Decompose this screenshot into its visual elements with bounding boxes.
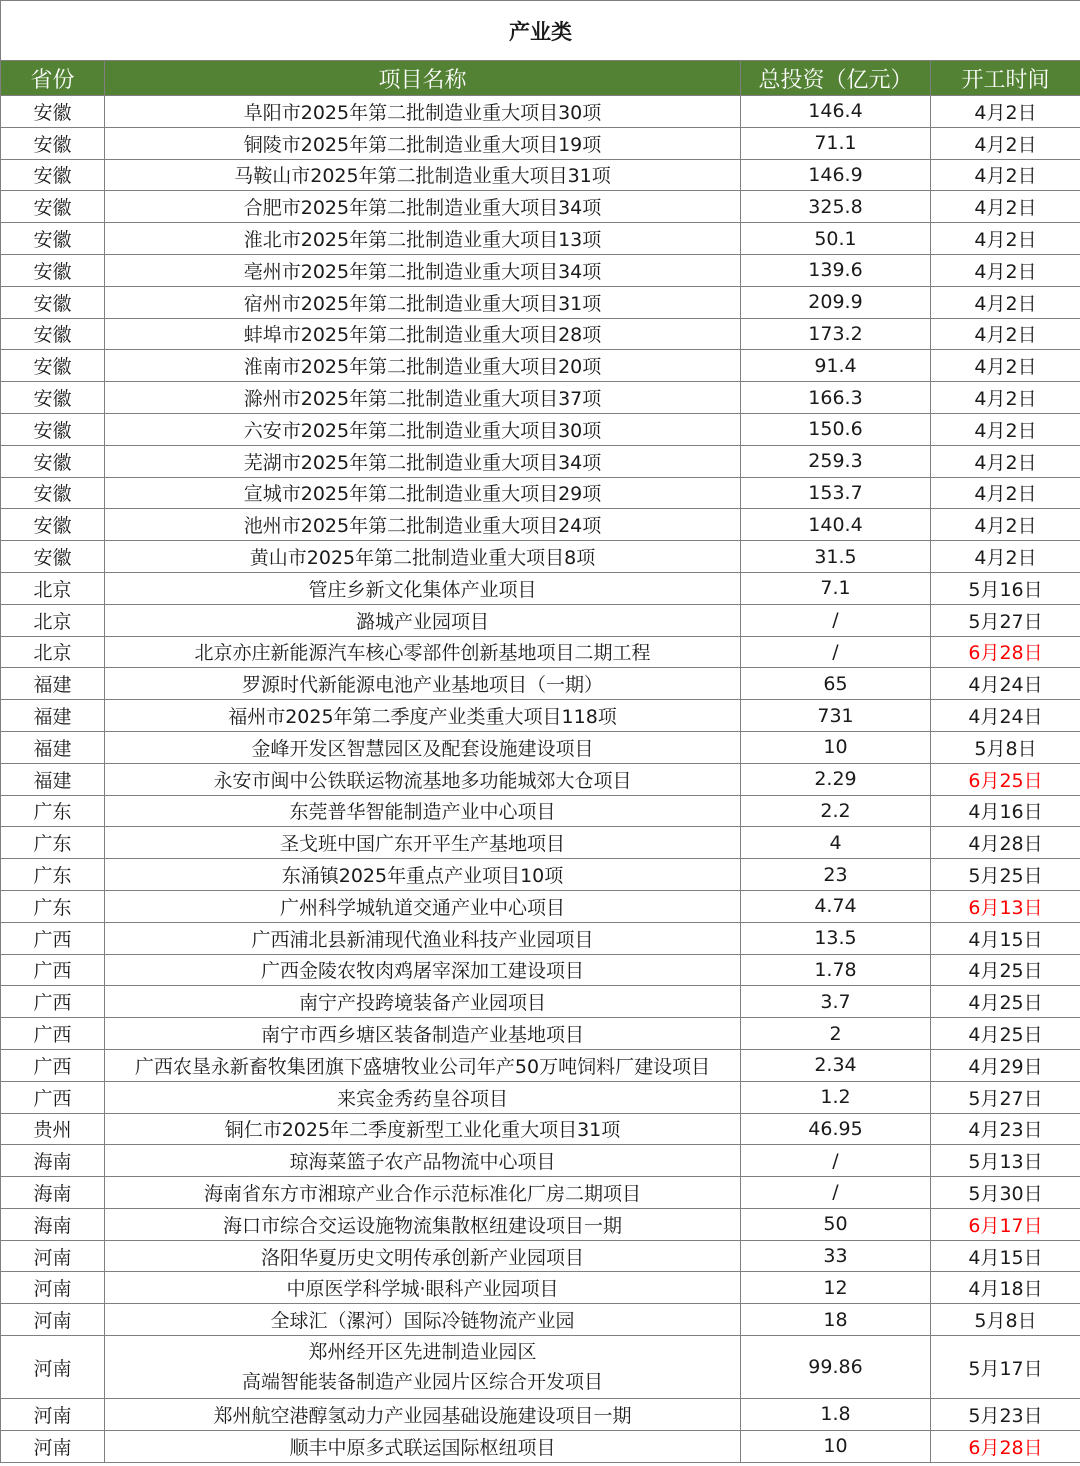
cell-start-date: 4月28日 [931,827,1080,859]
cell-project-name: 顺丰中原多式联运国际枢纽项目 [105,1430,741,1462]
table-header-row [1,61,1080,96]
cell-start-date: 4月2日 [931,223,1080,255]
cell-start-date: 4月2日 [931,541,1080,573]
cell-project-name: 永安市闽中公铁联运物流基地多功能城郊大仓项目 [105,763,741,795]
cell-province: 广西 [1,954,105,986]
cell-project-name: 全球汇（漯河）国际冷链物流产业园 [105,1304,741,1336]
cell-project-name: 淮北市2025年第二批制造业重大项目13项 [105,223,741,255]
cell-investment: 10 [741,731,931,763]
header-start-date: 开工时间 [931,61,1080,96]
cell-project-name: 宣城市2025年第二批制造业重大项目29项 [105,477,741,509]
cell-start-date: 6月28日 [931,636,1080,668]
cell-investment: 2.29 [741,763,931,795]
cell-investment: 1.8 [741,1399,931,1431]
cell-province: 安徽 [1,223,105,255]
cell-project-name: 六安市2025年第二批制造业重大项目30项 [105,413,741,445]
cell-investment: 325.8 [741,191,931,223]
table-row [1,382,1080,414]
cell-investment: 91.4 [741,350,931,382]
cell-start-date: 4月2日 [931,477,1080,509]
cell-project-name: 广西农垦永新畜牧集团旗下盛塘牧业公司年产50万吨饲料厂建设项目 [105,1049,741,1081]
cell-province: 河南 [1,1240,105,1272]
cell-project-name: 广州科学城轨道交通产业中心项目 [105,890,741,922]
table-row [1,1049,1080,1081]
cell-project-name-line-1: 郑州经开区先进制造业园区 [308,1341,537,1364]
cell-project-name: 蚌埠市2025年第二批制造业重大项目28项 [105,318,741,350]
cell-project-name: 阜阳市2025年第二批制造业重大项目30项 [105,96,741,128]
cell-investment: 1.78 [741,954,931,986]
cell-start-date: 4月2日 [931,318,1080,350]
cell-project-name: 芜湖市2025年第二批制造业重大项目34项 [105,445,741,477]
cell-start-date: 4月2日 [931,96,1080,128]
cell-province: 福建 [1,668,105,700]
cell-province: 安徽 [1,127,105,159]
table-row [1,1272,1080,1304]
cell-start-date: 4月2日 [931,382,1080,414]
cell-province: 河南 [1,1304,105,1336]
cell-investment: 65 [741,668,931,700]
table-row [1,254,1080,286]
cell-investment: 1.2 [741,1081,931,1113]
cell-start-date: 5月27日 [931,1081,1080,1113]
cell-province: 安徽 [1,191,105,223]
cell-investment: 731 [741,700,931,732]
cell-investment: 146.9 [741,159,931,191]
cell-province: 北京 [1,636,105,668]
cell-project-name-line-2: 高端智能装备制造产业园片区综合开发项目 [241,1371,603,1394]
table-row [1,890,1080,922]
table-row [1,763,1080,795]
cell-start-date: 4月23日 [931,1113,1080,1145]
cell-investment: 166.3 [741,382,931,414]
cell-province: 安徽 [1,445,105,477]
cell-project-name: 南宁产投跨境装备产业园项目 [105,986,741,1018]
cell-project-name: 南宁市西乡塘区装备制造产业基地项目 [105,1018,741,1050]
cell-project-name: 亳州市2025年第二批制造业重大项目34项 [105,254,741,286]
cell-project-name: 铜陵市2025年第二批制造业重大项目19项 [105,127,741,159]
cell-start-date: 4月24日 [931,700,1080,732]
cell-investment: 2 [741,1018,931,1050]
cell-start-date: 6月13日 [931,890,1080,922]
cell-start-date: 4月2日 [931,127,1080,159]
cell-province: 广西 [1,922,105,954]
cell-project-name: 东莞普华智能制造产业中心项目 [105,795,741,827]
cell-project-name: 福州市2025年第二季度产业类重大项目118项 [105,700,741,732]
cell-investment: 2.2 [741,795,931,827]
table-row [1,286,1080,318]
cell-province: 安徽 [1,254,105,286]
table-row [1,827,1080,859]
cell-start-date: 4月2日 [931,254,1080,286]
cell-province: 安徽 [1,382,105,414]
table-row [1,159,1080,191]
cell-investment: / [741,1145,931,1177]
cell-start-date: 4月2日 [931,350,1080,382]
cell-investment: 18 [741,1304,931,1336]
cell-project-name [105,1336,741,1399]
cell-start-date: 5月8日 [931,731,1080,763]
cell-project-name: 广西金陵农牧肉鸡屠宰深加工建设项目 [105,954,741,986]
table-row [1,1113,1080,1145]
cell-investment: 209.9 [741,286,931,318]
cell-start-date: 4月25日 [931,1018,1080,1050]
cell-project-name: 北京亦庄新能源汽车核心零部件创新基地项目二期工程 [105,636,741,668]
cell-province: 河南 [1,1430,105,1462]
cell-province: 安徽 [1,286,105,318]
cell-province: 安徽 [1,413,105,445]
cell-start-date: 5月16日 [931,572,1080,604]
header-province: 省份 [1,61,105,96]
cell-province: 广西 [1,1018,105,1050]
cell-project-name: 海南省东方市湘琼产业合作示范标准化厂房二期项目 [105,1177,741,1209]
cell-province: 河南 [1,1336,105,1399]
cell-project-name: 来宾金秀药皇谷项目 [105,1081,741,1113]
cell-province: 广东 [1,827,105,859]
cell-province: 广西 [1,986,105,1018]
cell-investment: 50 [741,1208,931,1240]
table-row [1,1304,1080,1336]
cell-province: 安徽 [1,96,105,128]
cell-start-date: 6月17日 [931,1208,1080,1240]
cell-investment: 2.34 [741,1049,931,1081]
cell-province: 安徽 [1,477,105,509]
cell-investment: 46.95 [741,1113,931,1145]
cell-start-date: 5月27日 [931,604,1080,636]
cell-start-date: 5月25日 [931,859,1080,891]
cell-province: 贵州 [1,1113,105,1145]
cell-project-name: 圣戈班中国广东开平生产基地项目 [105,827,741,859]
cell-project-name: 铜仁市2025年二季度新型工业化重大项目31项 [105,1113,741,1145]
cell-start-date: 4月25日 [931,954,1080,986]
cell-project-name: 郑州航空港醇氢动力产业园基础设施建设项目一期 [105,1399,741,1431]
table-row [1,1208,1080,1240]
cell-project-name: 广西浦北县新浦现代渔业科技产业园项目 [105,922,741,954]
cell-investment: 50.1 [741,223,931,255]
cell-investment: 23 [741,859,931,891]
cell-project-name: 滁州市2025年第二批制造业重大项目37项 [105,382,741,414]
cell-province: 安徽 [1,318,105,350]
cell-province: 广东 [1,890,105,922]
cell-start-date: 6月25日 [931,763,1080,795]
table-row [1,413,1080,445]
cell-start-date: 4月2日 [931,413,1080,445]
cell-start-date: 4月2日 [931,159,1080,191]
cell-start-date: 4月29日 [931,1049,1080,1081]
cell-investment: 259.3 [741,445,931,477]
table-row [1,986,1080,1018]
table-row [1,509,1080,541]
cell-project-name: 东涌镇2025年重点产业项目10项 [105,859,741,891]
table-title-row [1,1,1080,61]
cell-investment: / [741,636,931,668]
cell-project-name: 潞城产业园项目 [105,604,741,636]
table-title: 产业类 [1,1,1080,61]
cell-project-name: 池州市2025年第二批制造业重大项目24项 [105,509,741,541]
cell-province: 福建 [1,763,105,795]
table-row [1,922,1080,954]
table-row [1,954,1080,986]
table-row [1,96,1080,128]
cell-investment: 153.7 [741,477,931,509]
cell-investment: 7.1 [741,572,931,604]
cell-investment: 146.4 [741,96,931,128]
cell-project-name: 合肥市2025年第二批制造业重大项目34项 [105,191,741,223]
cell-project-name: 淮南市2025年第二批制造业重大项目20项 [105,350,741,382]
cell-province: 广东 [1,795,105,827]
table-row [1,350,1080,382]
cell-start-date: 4月2日 [931,191,1080,223]
table-row [1,700,1080,732]
table-row [1,127,1080,159]
cell-investment: 99.86 [741,1336,931,1399]
cell-investment: 13.5 [741,922,931,954]
cell-start-date: 4月18日 [931,1272,1080,1304]
cell-start-date: 6月28日 [931,1430,1080,1462]
table-row [1,859,1080,891]
cell-start-date: 5月30日 [931,1177,1080,1209]
cell-investment: 31.5 [741,541,931,573]
cell-project-name: 中原医学科学城·眼科产业园项目 [105,1272,741,1304]
cell-province: 河南 [1,1272,105,1304]
cell-start-date: 5月13日 [931,1145,1080,1177]
cell-start-date: 4月2日 [931,445,1080,477]
table-row [1,1018,1080,1050]
cell-province: 海南 [1,1208,105,1240]
table-row [1,636,1080,668]
cell-investment: 140.4 [741,509,931,541]
table-row [1,318,1080,350]
cell-province: 海南 [1,1177,105,1209]
table-row [1,1081,1080,1113]
cell-project-name: 金峰开发区智慧园区及配套设施建设项目 [105,731,741,763]
table-row [1,795,1080,827]
cell-investment: 4 [741,827,931,859]
cell-start-date: 5月17日 [931,1336,1080,1399]
cell-investment: 3.7 [741,986,931,1018]
table-row [1,477,1080,509]
cell-province: 河南 [1,1399,105,1431]
cell-start-date: 5月23日 [931,1399,1080,1431]
table-row [1,1430,1080,1462]
cell-province: 北京 [1,572,105,604]
cell-investment: 139.6 [741,254,931,286]
cell-investment: 173.2 [741,318,931,350]
cell-investment: 4.74 [741,890,931,922]
cell-investment: 150.6 [741,413,931,445]
table-row [1,572,1080,604]
cell-investment: / [741,604,931,636]
header-investment: 总投资（亿元） [741,61,931,96]
cell-province: 安徽 [1,509,105,541]
table-row [1,1240,1080,1272]
cell-province: 海南 [1,1145,105,1177]
cell-project-name: 琼海菜篮子农产品物流中心项目 [105,1145,741,1177]
cell-province: 福建 [1,731,105,763]
cell-project-name: 海口市综合交运设施物流集散枢纽建设项目一期 [105,1208,741,1240]
cell-project-name: 罗源时代新能源电池产业基地项目（一期） [105,668,741,700]
cell-project-name: 宿州市2025年第二批制造业重大项目31项 [105,286,741,318]
cell-investment: 12 [741,1272,931,1304]
table-row [1,1177,1080,1209]
cell-project-name: 洛阳华夏历史文明传承创新产业园项目 [105,1240,741,1272]
cell-start-date: 4月2日 [931,509,1080,541]
cell-province: 广西 [1,1081,105,1113]
table-row [1,604,1080,636]
cell-project-name: 马鞍山市2025年第二批制造业重大项目31项 [105,159,741,191]
cell-start-date: 4月15日 [931,1240,1080,1272]
cell-project-name: 黄山市2025年第二批制造业重大项目8项 [105,541,741,573]
cell-start-date: 4月16日 [931,795,1080,827]
cell-investment: 33 [741,1240,931,1272]
header-project-name: 项目名称 [105,61,741,96]
table-row [1,1145,1080,1177]
cell-province: 安徽 [1,350,105,382]
cell-start-date: 4月24日 [931,668,1080,700]
cell-province: 安徽 [1,159,105,191]
cell-start-date: 5月8日 [931,1304,1080,1336]
table-row [1,541,1080,573]
cell-start-date: 4月2日 [931,286,1080,318]
cell-investment: / [741,1177,931,1209]
cell-province: 广东 [1,859,105,891]
table-row [1,1336,1080,1399]
cell-province: 广西 [1,1049,105,1081]
table-row [1,191,1080,223]
cell-start-date: 4月25日 [931,986,1080,1018]
cell-investment: 10 [741,1430,931,1462]
cell-project-name: 管庄乡新文化集体产业项目 [105,572,741,604]
cell-province: 福建 [1,700,105,732]
cell-province: 安徽 [1,541,105,573]
table-row [1,445,1080,477]
table-row [1,731,1080,763]
cell-investment: 71.1 [741,127,931,159]
table-row [1,1399,1080,1431]
cell-start-date: 4月15日 [931,922,1080,954]
table-row [1,223,1080,255]
table-row [1,668,1080,700]
cell-province: 北京 [1,604,105,636]
